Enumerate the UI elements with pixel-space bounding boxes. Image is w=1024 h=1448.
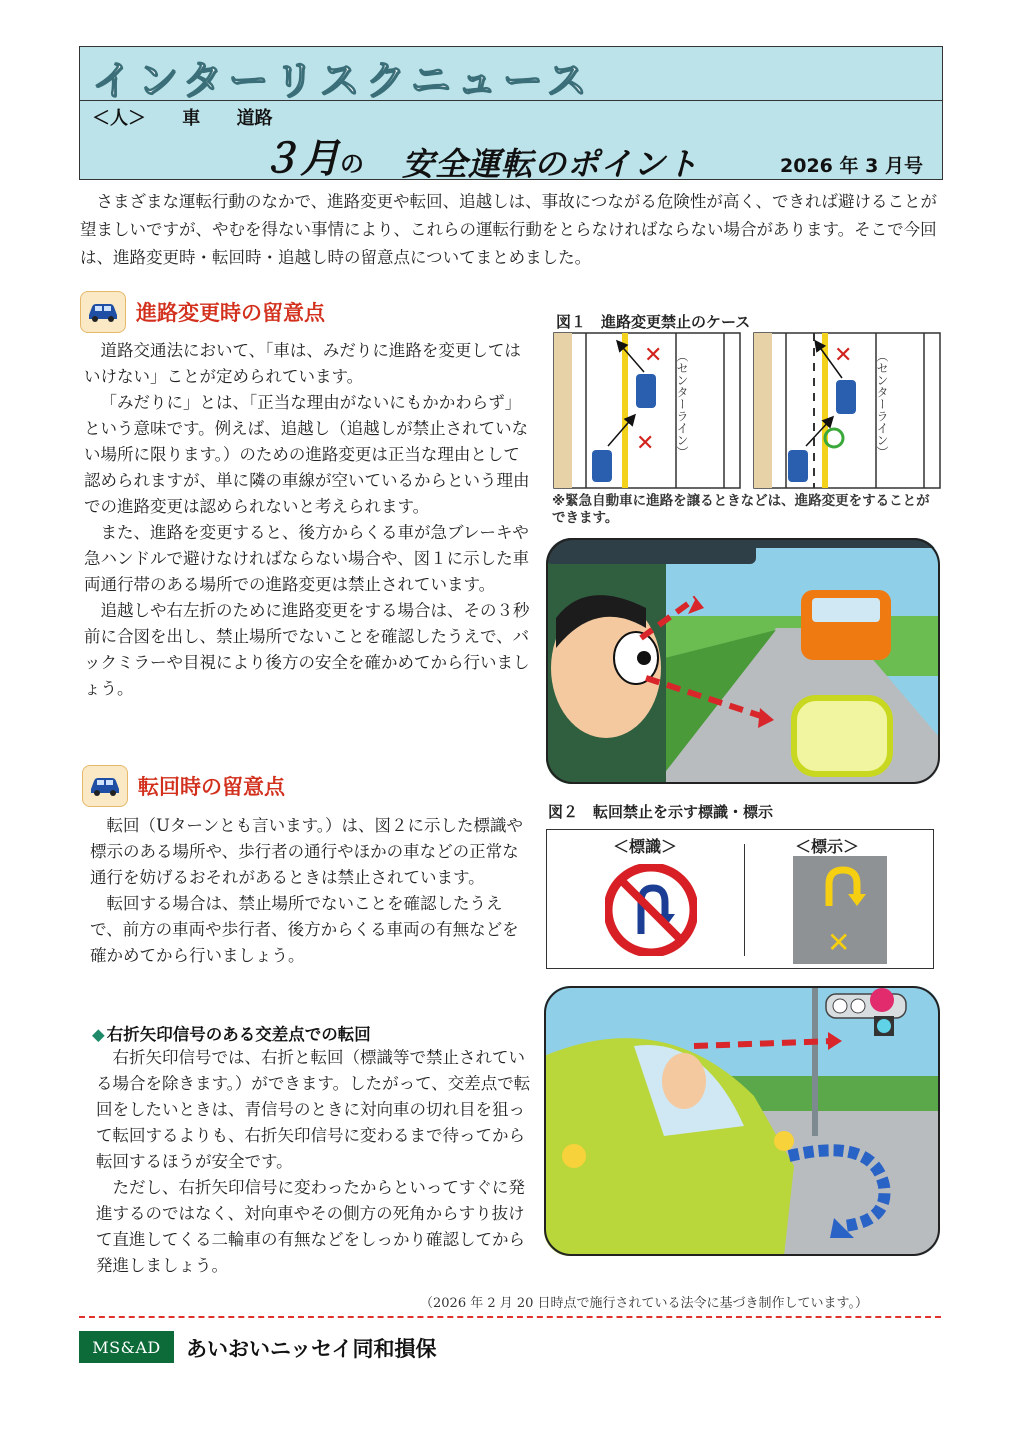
no-uturn-marking-icon xyxy=(793,856,887,964)
page-subtitle: 安全運転のポイント xyxy=(402,145,700,183)
month-particle: の xyxy=(340,150,364,178)
issue-date: 2026 年 3 月号 xyxy=(780,155,923,177)
lane-change-illustration xyxy=(546,538,940,784)
tag-car: 車 xyxy=(182,108,201,129)
section-uturn-heading xyxy=(82,765,285,807)
marking-label: ＜標示＞ xyxy=(795,837,860,856)
section-lane-change-title: 進路変更時の留意点 xyxy=(136,301,325,325)
car-icon xyxy=(788,450,808,482)
figure1-caption: 図１ 進路変更禁止のケース xyxy=(556,313,751,331)
paragraph: 右折矢印信号では、右折と転回（標識等で禁止されている場合を除きます。）ができます。したがって、交差点で転回をしたいときは、青信号のときに対向車の切れ目を狙って転回するよりも、右折矢印信号に変わるまで待ってから転回するほうが安全です。 xyxy=(96,1048,531,1171)
paragraph: 道路交通法において、「車は、みだりに進路を変更してはいけない」ことが定められています。 xyxy=(84,341,521,386)
figure2-box xyxy=(546,829,934,969)
newsletter-title: インターリスクニュース xyxy=(92,58,593,104)
signal-light-icon xyxy=(870,988,894,1012)
section-lane-change-heading xyxy=(80,291,325,333)
figure2-caption: 図２ 転回禁止を示す標識・標示 xyxy=(548,803,774,821)
car-icon xyxy=(592,450,612,482)
month-label xyxy=(260,127,364,184)
figure1-note: ※緊急自動車に進路を譲るときなどは、進路変更をすることができます。 xyxy=(552,493,930,526)
center-line-label: （センターライン） xyxy=(675,350,689,458)
car-icon xyxy=(80,291,126,333)
diamond-bullet-icon: ◆ xyxy=(92,1025,105,1044)
paragraph: また、進路を変更すると、後方からくる車が急ブレーキや急ハンドルで避けなければならない場合や、図１に示した車両通行帯のある場所での進路変更は禁止されています。 xyxy=(84,523,530,594)
prohibited-icon: ✕ xyxy=(834,343,853,368)
tag-person: ＜人＞ xyxy=(92,108,146,129)
tag-road: 道路 xyxy=(236,108,273,129)
paragraph: ただし、右折矢印信号に変わったからといってすぐに発進するのではなく、対向車やその側方の死角からすり抜けて直進してくる二輪車の有無などをしっかり確認してから発進しましょう。 xyxy=(96,1178,525,1275)
effective-date-note: （2026 年 2 月 20 日時点で施行されている法令に基づき制作しています。） xyxy=(420,1296,869,1311)
sign-label: ＜標識＞ xyxy=(613,837,678,856)
intro-paragraph: さまざまな運転行動のなかで、進路変更や転回、追越しは、事故につながる危険性が高く、できれば避けることが望ましいですが、やむを得ない事情により、これらの運転行動をとらなければならない場合があります。そこで今回は、進路変更時・転回時・追越し時の留意点についてまとめました。 xyxy=(80,192,938,267)
car-icon xyxy=(836,380,856,414)
no-uturn-sign-icon xyxy=(605,864,697,956)
section-lane-change-body xyxy=(84,338,532,702)
figure2-divider xyxy=(744,844,745,956)
prohibited-icon: ✕ xyxy=(636,431,655,456)
section-arrow-signal-heading xyxy=(92,1021,371,1045)
prohibited-icon: ✕ xyxy=(644,343,663,368)
arrow-signal-icon xyxy=(877,1019,891,1033)
uturn-illustration xyxy=(544,986,940,1256)
paragraph: 転回（Uターンとも言います。）は、図２に示した標識や標示のある場所や、歩行者の通行やほかの車などの正常な通行を妨げるおそれがあるときは禁止されています。 xyxy=(90,816,524,887)
section-uturn-body xyxy=(90,813,530,969)
msad-logo: MS&AD xyxy=(79,1331,174,1363)
paragraph: 「みだりに」とは、「正当な理由がないにもかかわらず」という意味です。例えば、追越し（追越しが禁止されていない場所に限ります。）のための進路変更は正当な理由として認められますが、単に隣の車線が空いているからという理由での進路変更は認められないと考えられます。 xyxy=(84,393,530,516)
section-uturn-title: 転回時の留意点 xyxy=(138,775,285,799)
paragraph: 追越しや右左折のために進路変更をする場合は、その３秒前に合図を出し、禁止場所でないことを確認したうえで、バックミラーや目視により後方の安全を確かめてから行いましょう。 xyxy=(84,601,530,698)
car-icon xyxy=(636,374,656,408)
figure1-lane-diagram xyxy=(552,332,944,492)
month-number: ３月 xyxy=(260,136,340,182)
paragraph: 転回する場合は、禁止場所でないことを確認したうえで、前方の車両や歩行者、後方からくる車両の有無などを確かめてから行いましょう。 xyxy=(90,894,519,965)
car-icon xyxy=(82,765,128,807)
company-name: あいおいニッセイ同和損保 xyxy=(186,1337,437,1361)
footer-divider xyxy=(79,1316,941,1318)
svg-text:✕: ✕ xyxy=(827,926,851,959)
newsletter-header xyxy=(79,46,943,183)
center-line-label: （センターライン） xyxy=(875,350,889,458)
section-arrow-signal-title: 右折矢印信号のある交差点での転回 xyxy=(106,1025,371,1044)
section-arrow-signal-body xyxy=(96,1045,532,1279)
